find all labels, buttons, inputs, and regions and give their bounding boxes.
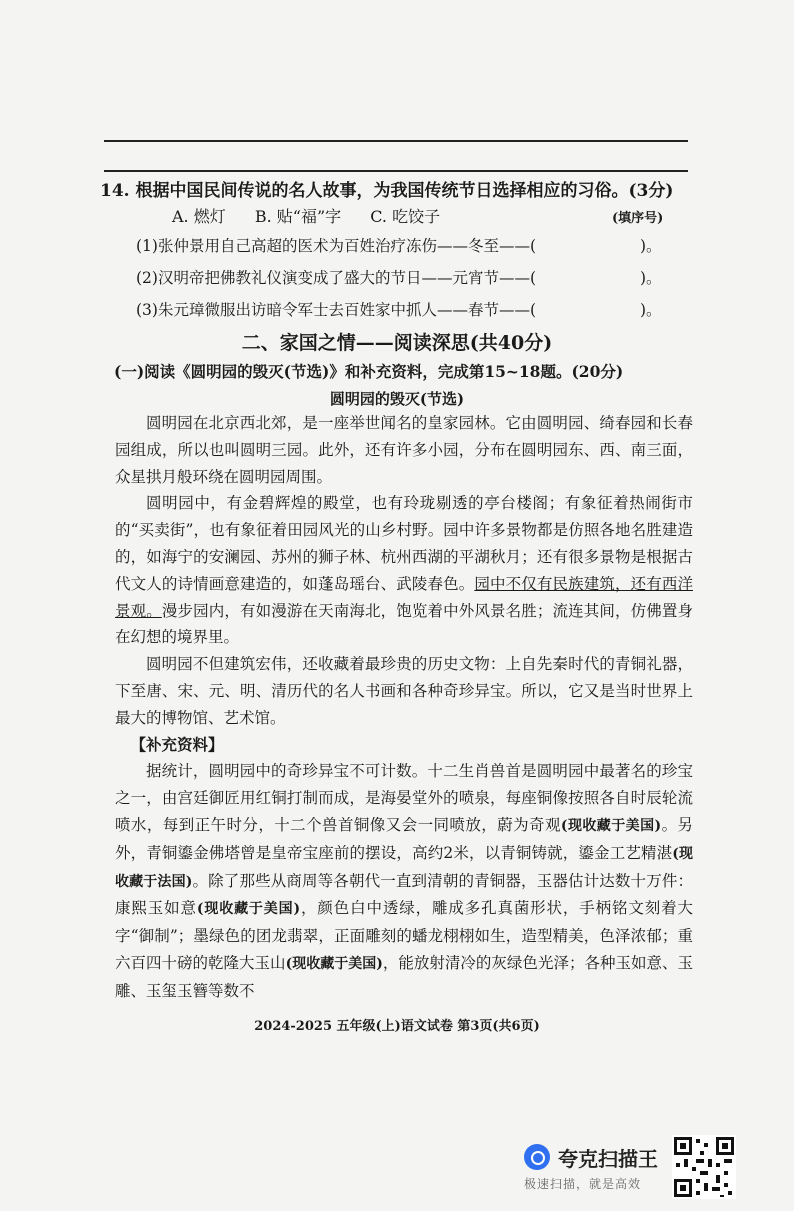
option-b: B. 贴“福”字 [254,207,342,226]
underlined-sentence: 园中不仅有民族建筑，还有西洋景观。 [115,574,693,620]
section-title: 二、家国之情——阅读深思(共40分) [241,332,553,354]
quark-logo-icon [524,1144,550,1170]
answer-blank-2[interactable]: )。 [640,269,662,287]
answer-line-1 [104,140,688,142]
fill-hint: (填序号) [612,211,664,226]
page-footer: 2024-2025 五年级(上)语文试卷 第3页(共6页) [254,1019,540,1034]
subsection-title: (一)阅读《圆明园的毁灭(节选)》和补充资料，完成第15~18题。(20分) [114,362,624,381]
supplement-heading: 【补充资料】 [130,734,224,754]
question-14-item-2: (2)汉明帝把佛教礼仪演变成了盛大的节日——元宵节——( [136,269,537,287]
collection-note: (现收藏于法国) [115,845,693,890]
collection-note: (现收藏于美国) [196,901,301,918]
question-14-title: 14. 根据中国民间传说的名人故事，为我国传统节日选择相应的习俗。(3分) [100,181,674,201]
option-a: A. 燃灯 [172,207,226,226]
brand-name: 夸克扫描王 [558,1147,658,1171]
supplement-paragraph: 据统计，圆明园中的奇珍异宝不可计数。十二生肖兽首是圆明园中最著名的珍宝之一，由宫廷御匠用红铜打制而成，是海晏堂外的喷泉，每座铜像按照各自时辰轮流喷水，每到正午时分，十二个兽首铜像又会一同喷放，蔚为奇观(现收藏于美国)。另外，青铜鎏金佛塔曾是皇帝宝座前的摆设，高约2米，以青铜铸就，鎏金工艺精湛(现收藏于法国)。除了那些从商周等各朝代一直到清朝的青铜器，玉器估计达数十万件：康熙玉如意(现收藏于美国)，颜色白中透绿，雕成多孔真菌形状，手柄铭文刻着大字“御制”；墨绿色的团龙翡翠，正面雕刻的蟠龙栩栩如生，造型精美，色泽浓郁；重六百四十磅的乾隆大玉山(现收藏于美国)，能放射清冷的灰绿色光泽；各种玉如意、玉雕、玉玺玉簪等数不 [115,762,693,1000]
brand-slogan: 极速扫描，就是高效 [524,1177,642,1191]
paragraph-3: 圆明园不但建筑宏伟，还收藏着最珍贵的历史文物：上自先秦时代的青铜礼器，下至唐、宋、元、明、清历代的名人书画和各种奇珍异宝。所以，它又是当时世界上最大的博物馆、艺术馆。 [115,655,693,727]
question-14-options [172,204,464,227]
option-c: C. 吃饺子 [370,207,441,226]
scanner-watermark [524,1141,674,1191]
paragraph-1: 圆明园在北京西北郊，是一座举世闻名的皇家园林。它由圆明园、绮春园和长春园组成，所以也叫圆明三园。此外，还有许多小园，分布在圆明园东、西、南三面，众星拱月般环绕在圆明园周围。 [115,414,693,486]
passage-title: 圆明园的毁灭(节选) [329,390,465,408]
collection-note: (现收藏于美国) [285,955,383,972]
answer-blank-1[interactable]: )。 [640,237,662,255]
question-14-item-3: (3)朱元璋微服出访暗令军士去百姓家中抓人——春节——( [136,301,537,319]
collection-note: (现收藏于美国) [560,817,662,834]
passage-body [115,410,693,1005]
answer-line-2 [104,170,688,172]
qr-code-icon [672,1135,736,1199]
answer-blank-3[interactable]: )。 [640,301,662,319]
question-14-item-1: (1)张仲景用自己高超的医术为百姓治疗冻伤——冬至——( [136,237,537,255]
paragraph-2: 圆明园中，有金碧辉煌的殿堂，也有玲珑剔透的亭台楼阁；有象征着热闹街市的“买卖街”，也有象征着田园风光的山乡村野。园中许多景物都是仿照各地名胜建造的，如海宁的安澜园、苏州的狮子林、杭州西湖的平湖秋月；还有很多景物是根据古代文人的诗情画意建造的，如蓬岛瑶台、武陵春色。园中不仅有民族建筑，还有西洋景观。漫步园内，有如漫游在天南海北，饱览着中外风景名胜；流连其间，仿佛置身在幻想的境界里。 [115,494,693,647]
